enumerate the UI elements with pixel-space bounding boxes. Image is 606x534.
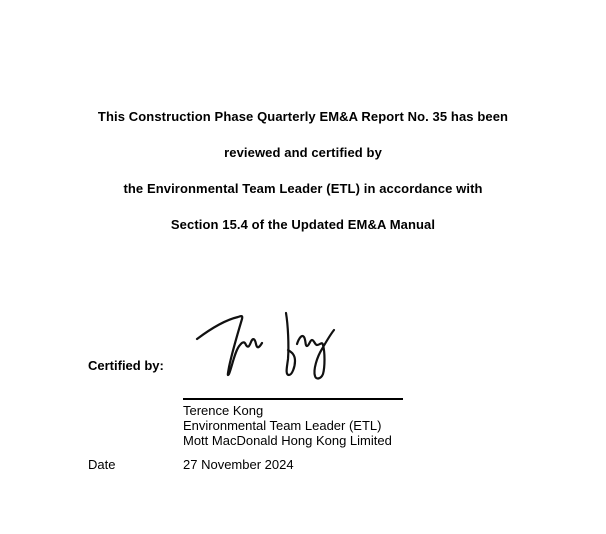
statement-line-1: This Construction Phase Quarterly EM&A Report No. 35 has been	[97, 109, 509, 124]
signatory-title: Environmental Team Leader (ETL)	[183, 418, 382, 433]
date-value: 27 November 2024	[183, 457, 294, 472]
signature-icon	[195, 297, 350, 389]
signature-line	[183, 398, 403, 400]
certified-by-label: Certified by:	[88, 358, 164, 373]
statement-line-2: reviewed and certified by	[224, 145, 382, 160]
signatory-company: Mott MacDonald Hong Kong Limited	[183, 433, 392, 448]
statement-line-3: the Environmental Team Leader (ETL) in accordance with	[123, 181, 483, 196]
signatory-name: Terence Kong	[183, 403, 264, 418]
certification-statement	[0, 110, 606, 254]
signatory-block	[183, 403, 392, 448]
date-label: Date	[88, 457, 116, 472]
statement-line-4: Section 15.4 of the Updated EM&A Manual	[170, 217, 436, 232]
